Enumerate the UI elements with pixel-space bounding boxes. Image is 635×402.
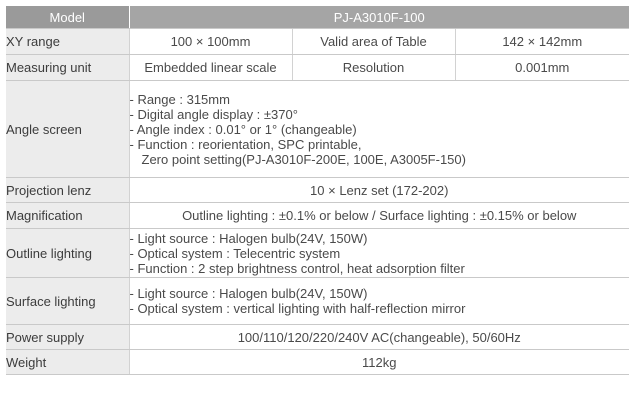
outline-lighting-line: - Light source : Halogen bulb(24V, 150W) xyxy=(129,230,368,246)
outline-lighting-line: - Optical system : Telecentric system xyxy=(129,245,341,261)
valid-area-label: Valid area of Table xyxy=(292,29,455,55)
projection-lenz-label: Projection lenz xyxy=(6,178,129,203)
projection-lenz-row xyxy=(6,178,629,203)
header-row xyxy=(6,6,629,29)
power-supply-value: 100/110/120/220/240V AC(changeable), 50/60Hz xyxy=(129,325,629,350)
resolution-value: 0.001mm xyxy=(455,55,629,81)
surface-lighting-details xyxy=(129,278,629,325)
angle-screen-row xyxy=(6,81,629,178)
surface-lighting-row xyxy=(6,278,629,325)
surface-lighting-line: - Optical system : vertical lighting with half-reflection mirror xyxy=(129,301,466,316)
model-header-label: Model xyxy=(6,6,129,29)
measuring-unit-row xyxy=(6,55,629,81)
magnification-label: Magnification xyxy=(6,203,129,229)
weight-label: Weight xyxy=(6,350,129,375)
angle-screen-line: - Range : 315mm xyxy=(129,91,230,107)
angle-screen-details xyxy=(129,81,629,178)
power-supply-label: Power supply xyxy=(6,325,129,350)
surface-lighting-label: Surface lighting xyxy=(6,278,129,325)
outline-lighting-details xyxy=(129,229,629,278)
projection-lenz-value: 10 × Lenz set (172-202) xyxy=(129,178,629,203)
angle-screen-label: Angle screen xyxy=(6,81,129,178)
xy-range-label: XY range xyxy=(6,29,129,55)
angle-screen-line: Zero point setting(PJ-A3010F-200E, 100E, A3005F-150) xyxy=(141,151,466,167)
magnification-row xyxy=(6,203,629,229)
angle-screen-line: - Digital angle display : ±370° xyxy=(129,106,298,122)
angle-screen-line: - Function : reorientation, SPC printable, xyxy=(129,136,362,152)
spec-table xyxy=(6,6,629,375)
measuring-unit-value: Embedded linear scale xyxy=(129,55,292,81)
xy-range-value: 100 × 100mm xyxy=(129,29,292,55)
power-supply-row xyxy=(6,325,629,350)
weight-row xyxy=(6,350,629,375)
resolution-label: Resolution xyxy=(292,55,455,81)
outline-lighting-line: - Function : 2 step brightness control, heat adsorption filter xyxy=(129,260,465,276)
angle-screen-line: - Angle index : 0.01° or 1° (changeable) xyxy=(129,121,357,137)
weight-value: 112kg xyxy=(129,350,629,375)
model-header-value: PJ-A3010F-100 xyxy=(129,6,629,29)
xy-range-row xyxy=(6,29,629,55)
surface-lighting-line: - Light source : Halogen bulb(24V, 150W) xyxy=(129,286,368,301)
valid-area-value: 142 × 142mm xyxy=(455,29,629,55)
magnification-value: Outline lighting : ±0.1% or below / Surface lighting : ±0.15% or below xyxy=(129,203,629,229)
outline-lighting-label: Outline lighting xyxy=(6,229,129,278)
measuring-unit-label: Measuring unit xyxy=(6,55,129,81)
outline-lighting-row xyxy=(6,229,629,278)
